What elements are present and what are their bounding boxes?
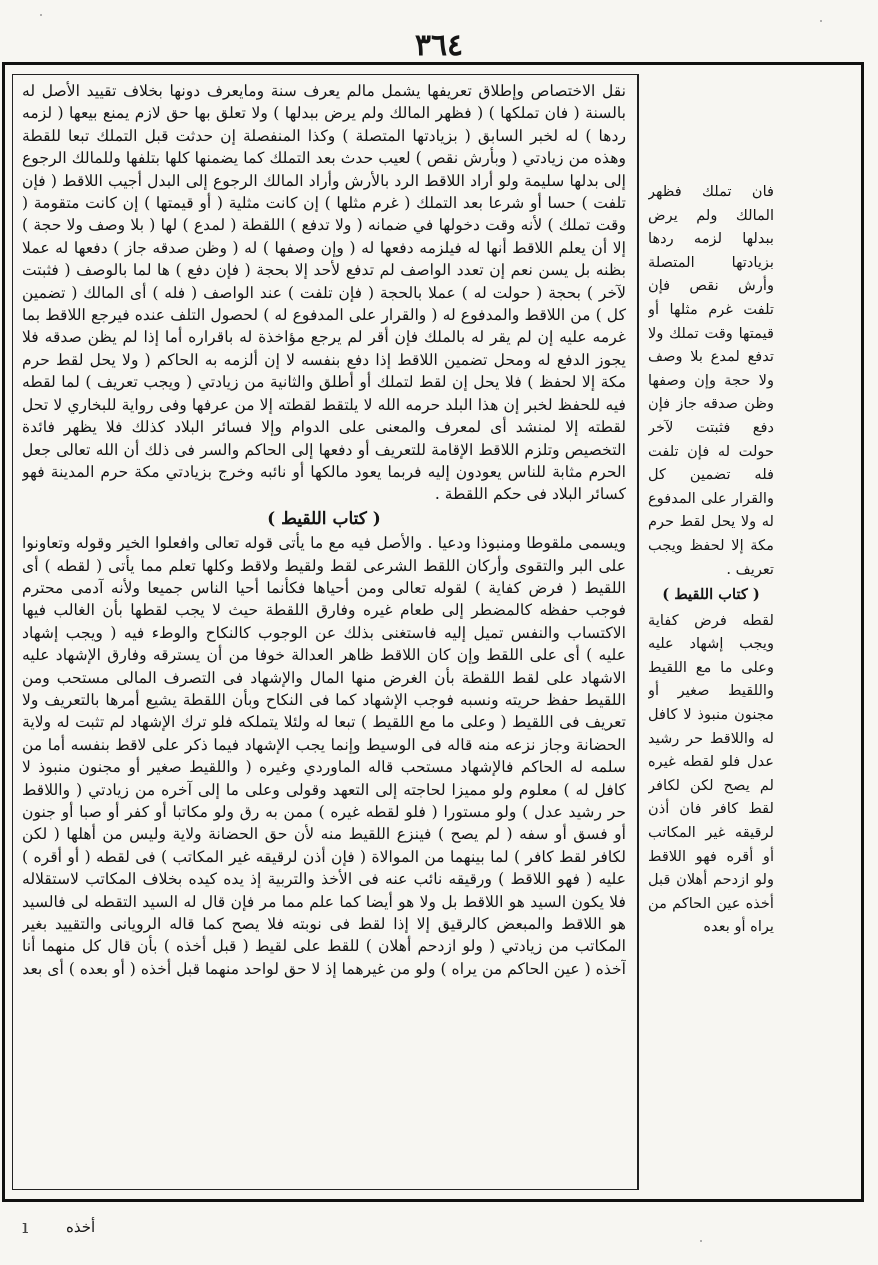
margin-matn-text (648, 180, 774, 1040)
margin-chapter-heading: ( كتاب اللقيط ) (662, 586, 760, 604)
chapter-heading-laqit: ( كتاب اللقيط ) (267, 508, 381, 529)
commentary-paragraph: ويسمى ملقوطا ومنبوذا ودعيا . والأصل فيه مع ما يأتى قوله تعالى وافعلوا الخير وقوله وتعاونوا على البر والتقوى وأركان اللقط الشرعى لقط ولقيط ولاقط وكلها تعلم مما يأتى ( لقطه ) أى اللقيط ( فرض كفاية ) لقوله تعالى ومن أحياها فكأنما أحيا الناس جميعا ولأنه آدمى محترم فوجب حفظه كالمضطر إلى طعام غيره وفارق اللقطة حيث لا يجب لقطها بأن الغالب فيها الاكتساب والنفس تميل إليه فاستغنى بذلك عن الوجوب كالنكاح والوطء فيه ( ويجب إشهاد عليه ) أى على اللقط وإن كان اللاقط ظاهر العدالة خوفا من أن يسترقه وفارق الإشهاد عليه الاشهاد على لقط اللقطة بأن الغرض منها المال والإشهاد فى التصرف المالى مستحب ومن اللقيط حفظ حريته ونسبه فوجب الإشهاد كما فى النكاح وبأن اللقطة يشيع أمرها بالتعريف ولا تعريف فى اللقيط ( وعلى ما مع اللقيط ) تبعا له ولئلا يتملكه فلو ترك الإشهاد لم تثبت له ولاية الحضانة وجاز نزعه منه قاله فى الوسيط وإنما يجب الإشهاد فيما ذكر على لاقط بنفسه أما من سلمه له الحاكم فالإشهاد مستحب قاله الماوردي وغيره ( واللقيط صغير أو مجنون منبوذ لا كافل له ) معلوم ولو مميزا لحاجته إلى التعهد وقولى وعلى ما إلى آخره من زيادتي ( واللاقط حر رشيد عدل ) ولو مستورا ( فلو لقطه غيره ) ممن به رق ولو مكاتبا أو كفر أو صبا أو جنون أو فسق أو سفه ( لم يصح ) فينزع اللقيط منه لأن حق الحضانة ولاية وليس من أهلها ( لكن لكافر لقط كافر ) لما بينهما من الموالاة ( فإن أذن لرقيقه غير المكاتب ) فى لقطه ( أو أقره ) عليه ( فهو اللاقط ) ورقيقه نائب عنه فى الأخذ والتربية إذ يده كيده بخلاف المكاتب لاستقلاله فلا يكون السيد هو اللاقط بل ولا هو أيضا كما علم مما مر فإن قال له السيد التقطه لى فالسيد هو اللاقط والمبعض كالرقيق إلا إذا لقط فى نوبته فلا يصح كما قاله الرويانى والتقييد بغير المكاتب من زيادتي ( ولو ازدحم أهلان ) للقط على لقيط ( قبل أخذه ) بأن قال كل منهما أنا آخذه ( عين الحاكم من يراه ) ولو من غيرهما إذ لا حق لواحد منهما قبل أخذه ( أو بعده ) أى بعد (22, 534, 626, 978)
paper-speckle (40, 14, 42, 16)
main-commentary-text (22, 80, 626, 1186)
margin-paragraph: فان تملك فظهر المالك ولم يرض ببدلها لزمه ردها بزيادتها المتصلة وأرش نقص فإن تلفت غرم مثلها أو قيمتها وقت تملك ولا تدفع لمدع بلا وصف ولا حجة وإن وصفها وظن صدقه جاز فإن دفع فثبتت لآخر حولت له فإن تلفت فله تضمين كل والقرار على المدفوع له ولا يحل لقط حرم مكة إلا لحفظ ويجب تعريف . (648, 183, 774, 578)
margin-mark: ı (22, 1214, 29, 1238)
page-number: ٣٦٤ (414, 28, 464, 63)
paper-speckle (820, 20, 822, 22)
sidebar-divider (638, 74, 639, 1190)
paper-speckle (700, 1240, 702, 1242)
catchword: أخذه (66, 1218, 96, 1236)
margin-paragraph: لقطه فرض كفاية ويجب إشهاد عليه وعلى ما مع اللقيط واللقيط صغير أو مجنون منبوذ لا كافل له واللاقط حر رشيد عدل فلو لقطه غيره لم يصح لكن لكافر لقط كافر فان أذن لرقيقه غير المكاتب أو أقره فهو اللاقط ولو ازدحم أهلان قبل أخذه عين الحاكم من يراه أو بعده (648, 611, 774, 936)
commentary-paragraph: نقل الاختصاص وإطلاق تعريفها يشمل مالم يعرف سنة ومايعرف دونها بخلاف تقييد الأصل له بالسنة ( فان تملكها ) ( فظهر المالك ولم يرض ببدلها ) ولا تعلق بها حق لازم يمنع بيعها ( لزمه ردها ) له لخبر السابق ( بزيادتها المتصلة ) وكذا المنفصلة إن حدثت قبل التملك تبعا للقطة وهذه من زيادتي ( وبأرش نقص ) لعيب حدث بعد التملك كما يضمنها كلها بتلفها وللمالك الرجوع إلى بدلها سليمة ولو أراد اللاقط الرد بالأرش وأراد المالك الرجوع إلى البدل أجيب اللاقط ( فإن تلفت ) حسا أو شرعا بعد التملك ( غرم مثلها ) إن كانت مثلية ( أو قيمتها ) إن كانت متقومة ( وقت تملك ) لأنه وقت دخولها في ضمانه ( ولا تدفع ) اللقطة ( لمدع ) لها ( بلا وصف ولا حجة ) إلا أن يعلم اللاقط أنها له فيلزمه دفعها له ( وإن وصفها ) له ( وظن صدقه جاز ) دفعها له عملا بظنه بل يسن نعم إن تعدد الواصف لم تدفع لأحد إلا بحجة ( فإن دفع ) ها لما بالوصف ( فثبتت لآخر ) بحجة ( حولت له ) عملا بالحجة ( فإن تلفت ) عند الواصف ( فله ) أى المالك ( تضمين كل ) من اللاقط والمدفوع له ( والقرار على المدفوع له ) لحصول التلف عنده فيرجع اللاقط بما غرمه عليه إن لم يقر له بالملك فإن أقر لم يرجع مؤاخذة له باقراره أما إذا لم يظن صدقه فلا يجوز الدفع له ومحل تضمين اللاقط إذا دفع بنفسه لا إن ألزمه به الحاكم ( ولا يحل لقط حرم مكة إلا لحفظ ) فلا يحل إن لقط لتملك أو أطلق والثانية من زيادتي ( ويجب تعريف ) لما لقطه فيه للحفظ لخبر إن هذا البلد حرمه الله لا يلتقط لقطته إلا من عرفها وفى رواية للبخاري لا تحل لقطته إلا لمنشد أى لمعرف والمعنى على الدوام وإلا فسائر البلاد كذلك فلا يظهر فائدة التخصيص وتلزم اللاقط الإقامة للتعريف أو دفعها إلى الحاكم والسر فى ذلك أن الله تعالى جعل الحرم مثابة للناس يعودون إليه فربما يعود مالكها أو نائبه وخرج بزيادتي مكة حرم المدينة فهو كسائر البلاد فى حكم اللقطة . (22, 82, 626, 504)
